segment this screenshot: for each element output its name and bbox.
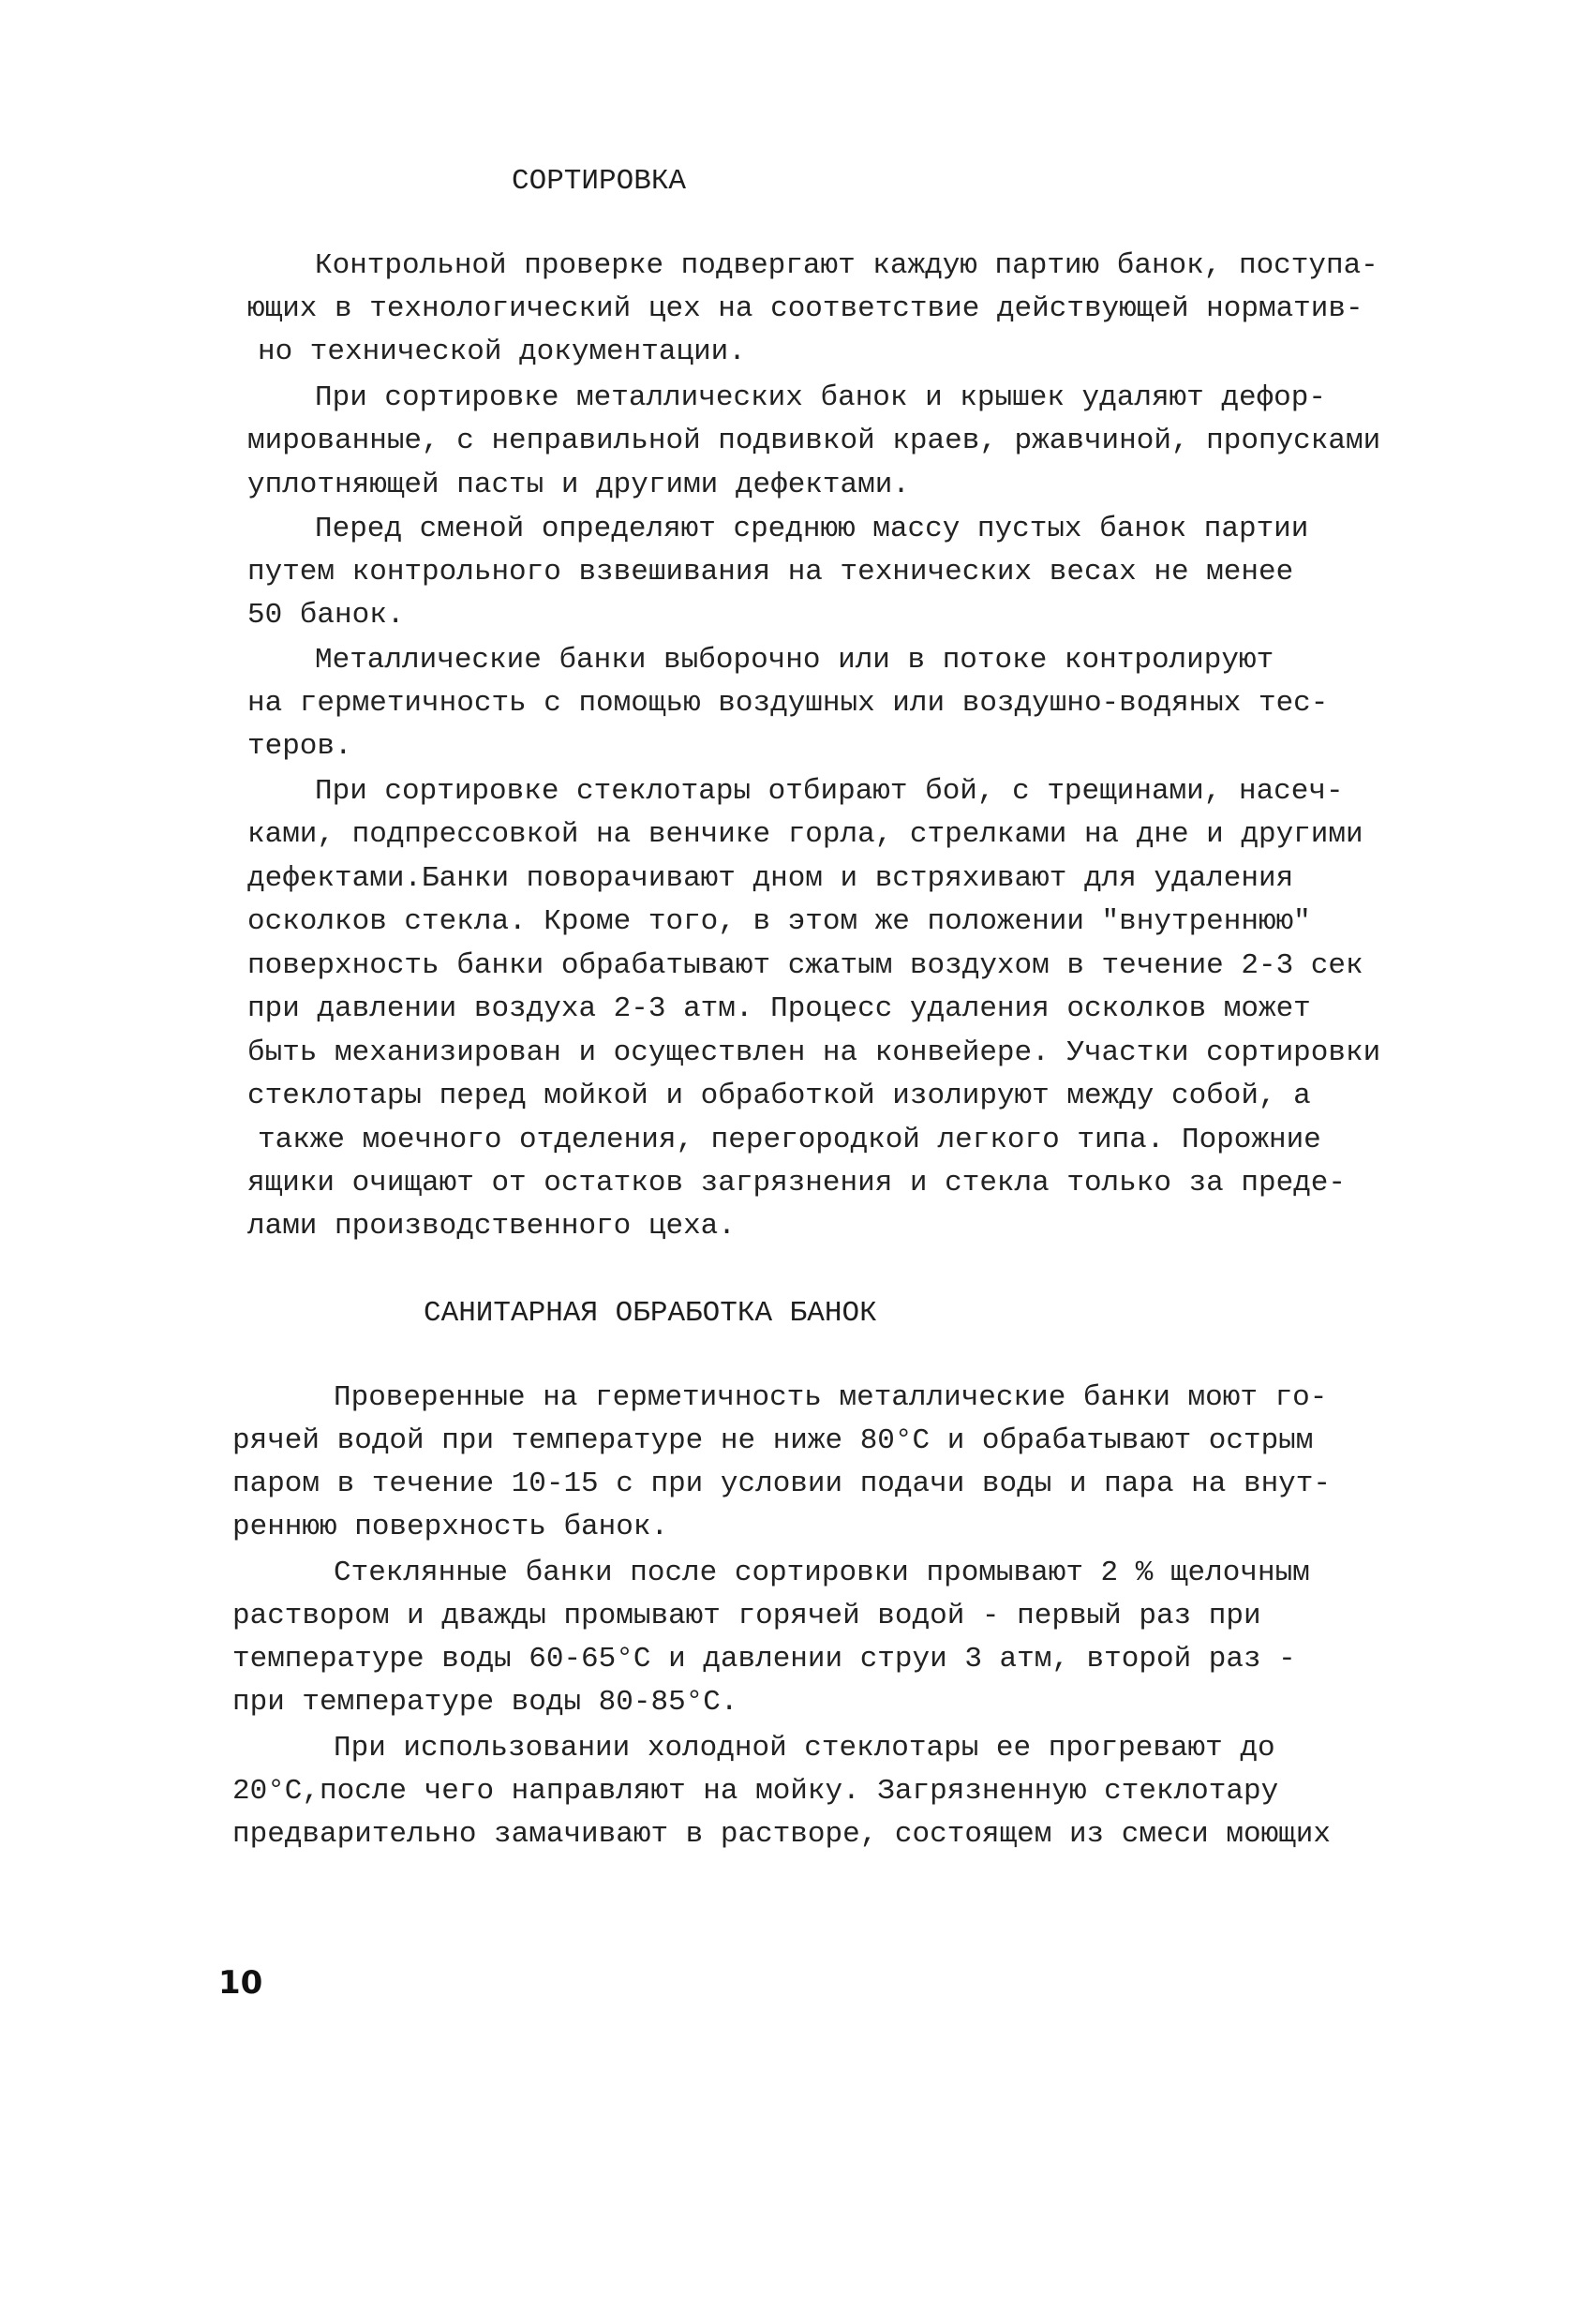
text-line: уплотняющей пасты и другими дефектами. [247,469,910,501]
text-line: Перед сменой определяют среднюю массу пустых банок партии [315,513,1309,545]
text-line: теров. [247,730,352,763]
text-line: при давлении воздуха 2-3 атм. Процесс удаления осколков может [247,992,1311,1025]
text-line: при температуре воды 80-85°С. [232,1686,738,1719]
text-line: раствором и дважды промывают горячей водой - первый раз при [232,1600,1261,1632]
text-line: мированные, с неправильной подвивкой краев, ржавчиной, пропусками [247,425,1381,457]
text-line: но технической документации. [258,335,746,368]
text-line: на герметичность с помощью воздушных или воздушно-водяных тес- [247,687,1329,720]
text-line: реннюю поверхность банок. [232,1511,669,1543]
text-line: рячей водой при температуре не ниже 80°С и обрабатывают острым [232,1424,1314,1457]
text-line: поверхность банки обрабатывают сжатым воздухом в течение 2-3 сек [247,949,1363,982]
text-line: 50 банок. [247,599,405,632]
text-line: температуре воды 60-65°С и давлении струи 3 атм, второй раз - [232,1643,1296,1676]
text-line: ками, подпрессовкой на венчике горла, стрелками на дне и другими [247,818,1363,851]
text-line: быть механизирован и осуществлен на конвейере. Участки сортировки [247,1036,1381,1069]
text-line: ящики очищают от остатков загрязнения и стекла только за преде- [247,1167,1346,1199]
text-line: ющих в технологический цех на соответствие действующей норматив- [247,292,1363,325]
text-line: 20°С,после чего направляют на мойку. Загрязненную стеклотару [232,1775,1279,1808]
text-line: При сортировке металлических банок и крышек удаляют дефор- [315,381,1326,414]
text-line: также моечного отделения, перегородкой легкого типа. Порожние [258,1124,1321,1156]
text-line: путем контрольного взвешивания на технических весах не менее [247,556,1294,588]
text-line: Металлические банки выборочно или в потоке контролируют [315,644,1274,677]
text-line: стеклотары перед мойкой и обработкой изолируют между собой, а [247,1080,1311,1112]
text-line: Стеклянные банки после сортировки промывают 2 % щелочным [334,1557,1310,1589]
text-line: осколков стекла. Кроме того, в этом же положении "внутреннюю" [247,905,1311,938]
text-line: лами производственного цеха. [247,1210,736,1243]
section-title-sorting: СОРТИРОВКА [512,165,687,198]
section-title-sanitary-treatment: САНИТАРНАЯ ОБРАБОТКА БАНОК [424,1297,877,1330]
text-line: При сортировке стеклотары отбирают бой, с трещинами, насеч- [315,775,1344,808]
text-line: Проверенные на герметичность металлические банки моют го- [334,1381,1328,1414]
text-line: При использовании холодной стеклотары ее прогревают до [334,1732,1275,1765]
text-line: паром в течение 10-15 с при условии подачи воды и пара на внут- [232,1467,1331,1500]
text-line: Контрольной проверке подвергают каждую партию банок, поступа- [315,249,1378,282]
text-line: предварительно замачивают в растворе, состоящем из смеси моющих [232,1818,1331,1851]
text-line: дефектами.Банки поворачивают дном и встряхивают для удаления [247,862,1294,895]
page-number: 10 [218,1964,263,2002]
